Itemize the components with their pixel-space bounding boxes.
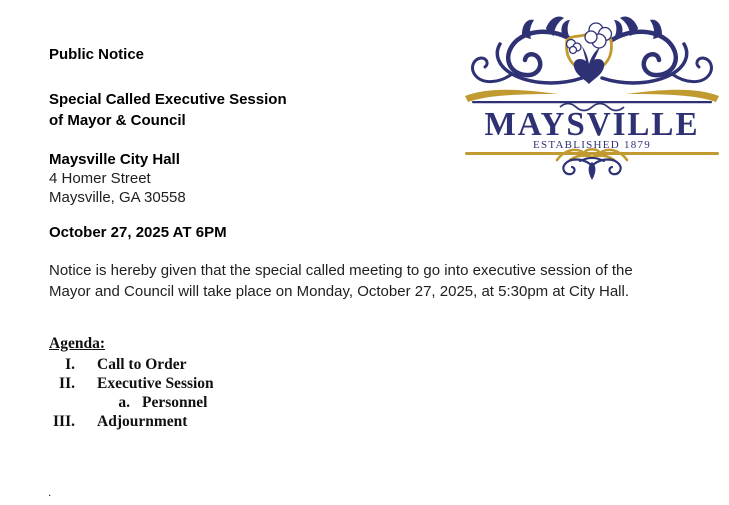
page-title: Public Notice xyxy=(49,46,145,63)
agenda-item-adjournment xyxy=(49,412,214,431)
session-subtitle xyxy=(49,89,287,131)
venue-name: Maysville City Hall xyxy=(49,151,180,168)
maysville-city-logo xyxy=(461,12,723,202)
agenda-item-label: Executive Session xyxy=(97,375,214,392)
notice-body-line1: Notice is hereby given that the special called meeting to go into executive session of the xyxy=(49,262,633,279)
notice-body-line2: Mayor and Council will take place on Monday, October 27, 2025, at 5:30pm at City Hall. xyxy=(49,283,630,300)
venue-city: Maysville, GA 30558 xyxy=(49,189,186,206)
agenda-heading: Agenda: xyxy=(49,335,105,352)
meeting-datetime: October 27, 2025 AT 6PM xyxy=(49,224,227,241)
gold-swash-left xyxy=(465,90,558,102)
agenda-item-label: Call to Order xyxy=(97,356,187,373)
agenda-subitem-personnel xyxy=(49,393,214,412)
logo-gold-bar xyxy=(465,152,719,155)
logo-wordmark: MAYSVILLE xyxy=(484,106,700,143)
logo-flourish-right xyxy=(602,16,719,102)
session-subtitle-line1: Special Called Executive Session xyxy=(49,91,287,108)
venue-street: 4 Homer Street xyxy=(49,170,151,187)
notice-body-paragraph xyxy=(49,260,717,302)
agenda-subitem-label: Personnel xyxy=(142,394,208,411)
agenda-item-number: I. xyxy=(65,356,75,373)
agenda-section xyxy=(49,334,214,431)
logo-tagline: ESTABLISHED 1879 xyxy=(533,140,651,151)
agenda-item-label: Adjournment xyxy=(97,413,188,430)
logo-fleur-ornament xyxy=(563,158,620,180)
logo-rule-line xyxy=(472,101,712,103)
maysville-logo-graphic xyxy=(461,12,723,202)
agenda-item-number: III. xyxy=(53,413,75,430)
logo-flourish-left xyxy=(465,16,582,102)
session-subtitle-line2: of Mayor & Council xyxy=(49,112,186,129)
agenda-subitem-letter: a. xyxy=(118,394,130,411)
agenda-item-call-to-order xyxy=(49,355,214,374)
stray-period-mark: . xyxy=(48,485,52,499)
agenda-item-executive-session xyxy=(49,374,214,393)
agenda-item-number: II. xyxy=(59,375,75,392)
venue-address-block xyxy=(49,150,186,207)
